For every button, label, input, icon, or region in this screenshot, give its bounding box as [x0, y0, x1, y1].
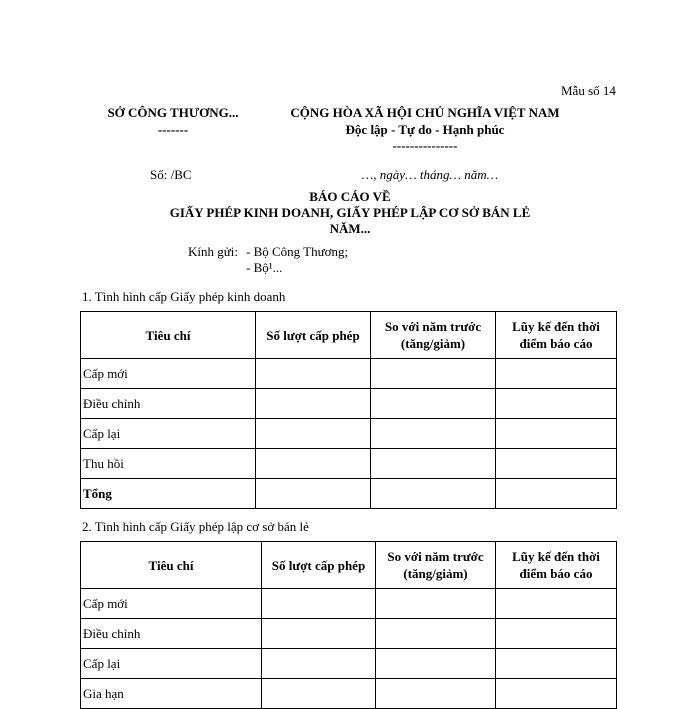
agency-underline: -------	[157, 122, 189, 137]
table-cell	[371, 449, 496, 479]
place-date: …, ngày… tháng… năm…	[361, 167, 499, 182]
row-label: Cấp lại	[81, 419, 256, 449]
table-row	[81, 679, 617, 709]
recipient-item: - Bộ Công Thương;	[246, 244, 349, 259]
table-cell	[371, 479, 496, 509]
table-cell	[256, 419, 371, 449]
table-row	[81, 359, 617, 389]
column-header: Lũy kế đến thời điểm báo cáo	[496, 542, 617, 589]
table-cell	[496, 389, 617, 419]
document-number: Số: /BC	[150, 167, 192, 182]
column-header: So với năm trước (tăng/giảm)	[376, 542, 496, 589]
motto-underline: ---------------	[392, 138, 458, 153]
column-header: So với năm trước (tăng/giảm)	[371, 312, 496, 359]
column-header: Tiêu chí	[81, 542, 262, 589]
table-row	[81, 619, 617, 649]
table-header-row	[81, 312, 617, 359]
report-title-line1: BÁO CÁO VỀ	[309, 189, 391, 204]
table-row	[81, 649, 617, 679]
national-motto: Độc lập - Tự do - Hạnh phúc	[345, 122, 505, 137]
table-header-row	[81, 542, 617, 589]
table-cell	[496, 649, 617, 679]
table-cell	[262, 589, 376, 619]
table-cell	[496, 479, 617, 509]
form-number: Mẫu số 14	[561, 83, 616, 98]
table-cell	[496, 359, 617, 389]
table-cell	[376, 679, 496, 709]
report-title-line2: GIẤY PHÉP KINH DOANH, GIẤY PHÉP LẬP CƠ SỞ BÁN LẺ	[169, 205, 531, 220]
column-header: Tiêu chí	[81, 312, 256, 359]
table-row	[81, 389, 617, 419]
retail-license-table	[80, 541, 617, 709]
table-cell	[256, 449, 371, 479]
table-cell	[496, 449, 617, 479]
table-cell	[262, 619, 376, 649]
table-cell	[262, 649, 376, 679]
row-label: Điều chỉnh	[81, 389, 256, 419]
license-table	[80, 311, 617, 509]
column-header: Lũy kế đến thời điểm báo cáo	[496, 312, 617, 359]
section1-heading: 1. Tình hình cấp Giấy phép kinh doanh	[82, 289, 286, 304]
table-cell	[376, 649, 496, 679]
row-label: Cấp mới	[81, 589, 262, 619]
report-title-line3: NĂM...	[329, 221, 371, 236]
row-label: Cấp lại	[81, 649, 262, 679]
table-cell	[371, 389, 496, 419]
table-cell	[496, 679, 617, 709]
table-cell	[496, 419, 617, 449]
table-cell	[371, 359, 496, 389]
national-title: CỘNG HÒA XÃ HỘI CHỦ NGHĨA VIỆT NAM	[290, 105, 560, 120]
row-label: Cấp mới	[81, 359, 256, 389]
table-cell	[376, 619, 496, 649]
table-row	[81, 419, 617, 449]
agency-name: SỞ CÔNG THƯƠNG...	[107, 105, 239, 120]
column-header: Số lượt cấp phép	[262, 542, 376, 589]
section2-heading: 2. Tình hình cấp Giấy phép lập cơ sở bán lẻ	[82, 519, 309, 534]
row-label: Tổng	[81, 479, 256, 509]
table-cell	[496, 589, 617, 619]
table-cell	[376, 589, 496, 619]
table-row-total	[81, 479, 617, 509]
recipient-label: Kính gửi:	[188, 244, 239, 259]
row-label: Điều chỉnh	[81, 619, 262, 649]
table-cell	[256, 389, 371, 419]
table-row	[81, 589, 617, 619]
table-row	[81, 449, 617, 479]
table-cell	[256, 479, 371, 509]
column-header: Số lượt cấp phép	[256, 312, 371, 359]
table-cell	[256, 359, 371, 389]
row-label: Gia hạn	[81, 679, 262, 709]
table-cell	[496, 619, 617, 649]
row-label: Thu hồi	[81, 449, 256, 479]
table-cell	[371, 419, 496, 449]
recipient-item: - Bộ¹...	[246, 260, 283, 275]
table-cell	[262, 679, 376, 709]
